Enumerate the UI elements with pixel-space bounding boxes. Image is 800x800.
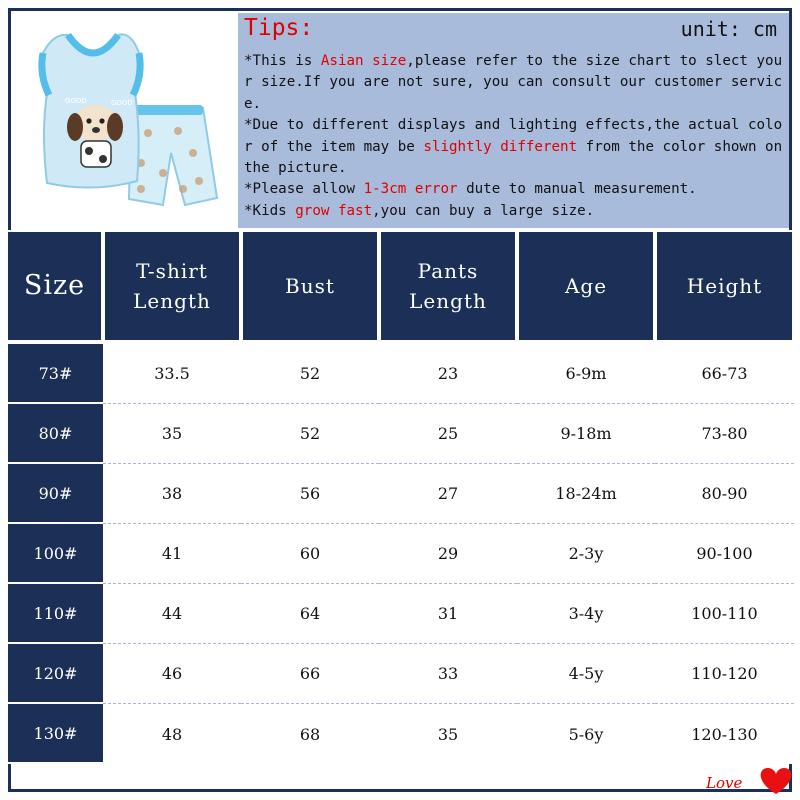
tips-highlight: slightly different (423, 138, 578, 155)
cell-height: 110-120 (655, 644, 794, 704)
cell-age: 9-18m (517, 404, 655, 464)
header-pants-length-line: Length (409, 289, 487, 313)
cell-bust: 56 (241, 464, 379, 524)
cell-size: 90# (8, 464, 103, 524)
tips-panel (238, 13, 789, 228)
svg-text:Love: Love (706, 774, 743, 792)
svg-text:GOOD: GOOD (65, 97, 87, 105)
cell-age: 4-5y (517, 644, 655, 704)
cell-pants-length: 29 (379, 524, 517, 584)
tips-segment: ,please refer to the size chart to slect your size.If you are not sure, you can consult our customer service. (244, 53, 783, 112)
size-table (8, 230, 794, 764)
cell-size: 73# (8, 342, 103, 404)
table-row (8, 524, 794, 584)
cell-size: 80# (8, 404, 103, 464)
cell-size: 110# (8, 584, 103, 644)
cell-pants-length: 23 (379, 342, 517, 404)
cell-height: 66-73 (655, 342, 794, 404)
table-row (8, 404, 794, 464)
header-pants-length (379, 230, 517, 342)
tips-highlight: Asian size (320, 53, 407, 69)
table-header-row (8, 230, 794, 342)
table-body (8, 342, 794, 764)
tips-segment: from the color shown on the picture. (244, 138, 791, 177)
cell-bust: 64 (241, 584, 379, 644)
tips-text (244, 51, 791, 222)
cell-age: 6-9m (517, 342, 655, 404)
baby-clothing-set-illustration (13, 13, 236, 227)
unit-label: unit: cm (680, 17, 777, 41)
cell-tshirt-length: 44 (103, 584, 241, 644)
header-size: Size (8, 230, 103, 342)
cell-bust: 52 (241, 404, 379, 464)
cell-height: 120-130 (655, 704, 794, 764)
tips-segment: *Kids (244, 202, 296, 219)
cell-bust: 66 (241, 644, 379, 704)
header-tshirt-length-line: T-shirt (136, 259, 208, 283)
table-row (8, 464, 794, 524)
cell-pants-length: 31 (379, 584, 517, 644)
tips-segment: *Please allow (244, 181, 364, 198)
cell-size: 120# (8, 644, 103, 704)
cell-tshirt-length: 33.5 (103, 342, 241, 404)
love-heart-signature (704, 762, 796, 798)
header-height: Height (655, 230, 794, 342)
cell-height: 90-100 (655, 524, 794, 584)
cell-bust: 68 (241, 704, 379, 764)
heart-icon (761, 768, 792, 794)
header-pants-length-line: Pants (417, 259, 479, 283)
tips-title: Tips: (244, 15, 314, 41)
cell-age: 18-24m (517, 464, 655, 524)
header-bust: Bust (241, 230, 379, 342)
table-row (8, 704, 794, 764)
cell-pants-length: 33 (379, 644, 517, 704)
tips-segment: *Due to different displays and lighting effects,the actual color of the item may be (244, 117, 783, 155)
tips-segment: *This is (244, 53, 321, 69)
cell-bust: 60 (241, 524, 379, 584)
cell-height: 80-90 (655, 464, 794, 524)
product-image (13, 13, 236, 227)
cell-bust: 52 (241, 342, 379, 404)
table-row (8, 584, 794, 644)
cell-size: 100# (8, 524, 103, 584)
cell-age: 3-4y (517, 584, 655, 644)
cell-size: 130# (8, 704, 103, 764)
cell-pants-length: 35 (379, 704, 517, 764)
cell-height: 73-80 (655, 404, 794, 464)
cell-pants-length: 27 (379, 464, 517, 524)
tips-segment: dute to manual measurement. (457, 181, 697, 198)
cell-tshirt-length: 41 (103, 524, 241, 584)
cell-tshirt-length: 38 (103, 464, 241, 524)
table-row (8, 342, 794, 404)
header-tshirt-length (103, 230, 241, 342)
svg-text:GOOD: GOOD (111, 99, 133, 107)
cell-tshirt-length: 48 (103, 704, 241, 764)
tips-segment: ,you can buy a large size. (372, 202, 595, 219)
cell-age: 2-3y (517, 524, 655, 584)
cell-pants-length: 25 (379, 404, 517, 464)
tips-highlight: 1-3cm error (363, 181, 458, 198)
header-age: Age (517, 230, 655, 342)
header-tshirt-length-line: Length (133, 289, 211, 313)
tips-highlight: grow fast (295, 202, 373, 219)
cell-height: 100-110 (655, 584, 794, 644)
table-row (8, 644, 794, 704)
cell-age: 5-6y (517, 704, 655, 764)
cell-tshirt-length: 46 (103, 644, 241, 704)
cell-tshirt-length: 35 (103, 404, 241, 464)
